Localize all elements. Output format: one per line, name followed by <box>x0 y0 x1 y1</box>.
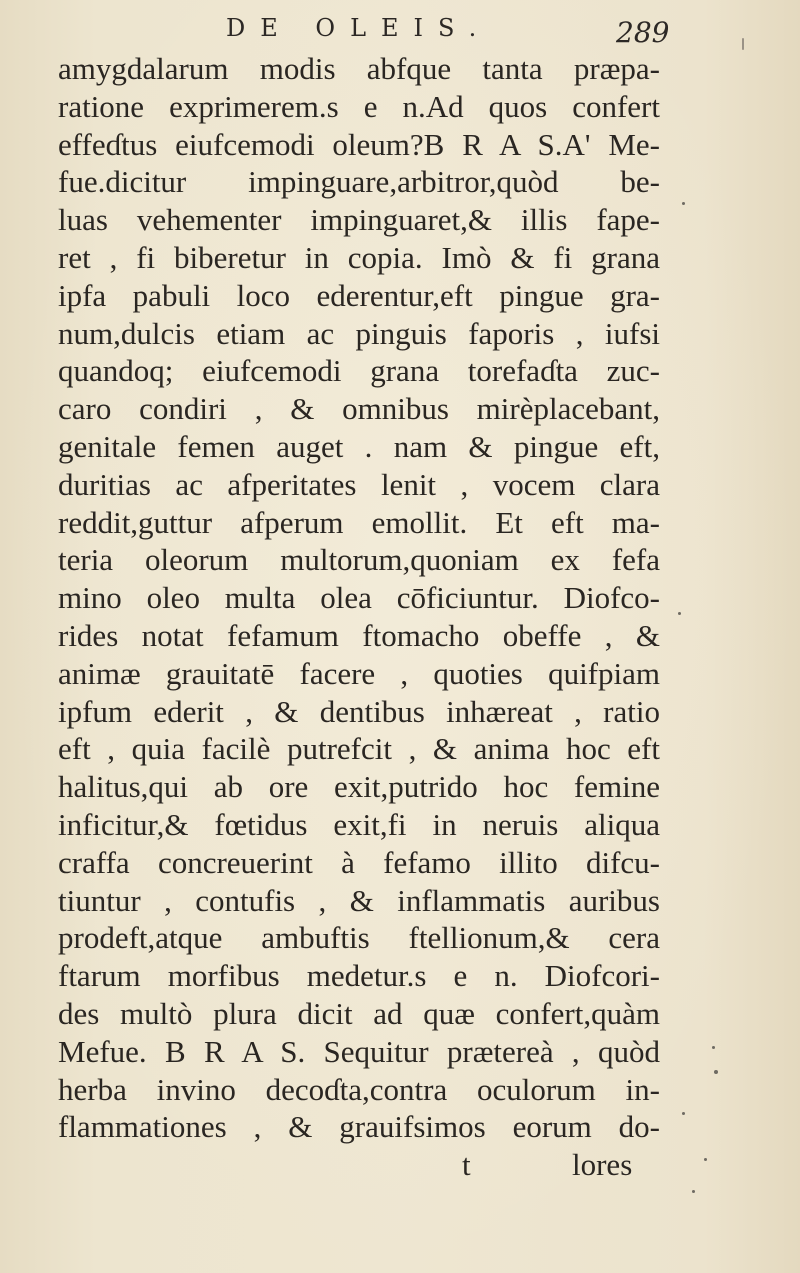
text-line: inficitur,& fœtidus exit,fi in neruis aliqua <box>58 806 660 842</box>
text-line: Mefue. B R A S. Sequitur prætereà , quòd <box>58 1033 660 1069</box>
margin-speck <box>714 1070 718 1074</box>
text-line: ipfa pabuli loco ederentur,eft pingue gra- <box>58 277 660 313</box>
margin-speck <box>682 202 685 205</box>
text-line: duritias ac afperitates lenit , vocem clara <box>58 466 660 502</box>
signature-mark: t <box>462 1147 471 1183</box>
text-line: luas vehementer impinguaret,& illis fape- <box>58 202 660 238</box>
text-line: eft , quia facilè putrefcit , & anima hoc eft <box>58 731 660 767</box>
text-line: mino oleo multa olea cōficiuntur. Diofco- <box>58 580 660 616</box>
margin-speck <box>712 1046 715 1049</box>
text-line: caro condiri , & omnibus mirèplacebant, <box>58 391 660 427</box>
text-line: ipfum ederit , & dentibus inhæreat , ratio <box>58 693 660 729</box>
margin-speck <box>682 1112 685 1115</box>
text-line: prodeft,atque ambuftis ftellionum,& cera <box>58 920 660 956</box>
text-line: fue.dicitur impinguare,arbitror,quòd be- <box>58 164 660 200</box>
margin-speck <box>678 612 681 615</box>
margin-speck <box>742 38 744 50</box>
text-line: genitale femen auget . nam & pingue eft, <box>58 428 660 464</box>
text-line: rides notat fefamum ftomacho obeffe , & <box>58 617 660 653</box>
text-line: tiuntur , contufis , & inflammatis auribus <box>58 882 660 918</box>
margin-speck <box>692 1190 695 1193</box>
text-line: flammationes , & grauifsimos eorum do- <box>58 1109 660 1145</box>
page-number: 289 <box>616 16 670 49</box>
catchword-row <box>58 1146 660 1184</box>
text-line: teria oleorum multorum,quoniam ex fefa <box>58 542 660 578</box>
body-text <box>58 50 660 1184</box>
text-line: craffa concreuerint à fefamo illito difcu- <box>58 844 660 880</box>
text-line: ftarum morfibus medetur.s e n. Diofcori- <box>58 958 660 994</box>
text-line: des multò plura dicit ad quæ confert,quàm <box>58 995 660 1031</box>
running-head: DE OLEIS. <box>226 14 492 42</box>
text-line: quandoq; eiufcemodi grana torefaɗta zuc- <box>58 353 660 389</box>
text-line: animæ grauitatē facere , quoties quifpiam <box>58 655 660 691</box>
text-line: ret , fi biberetur in copia. Imò & fi grana <box>58 239 660 275</box>
margin-speck <box>704 1158 707 1161</box>
text-line: amygdalarum modis abfque tanta præpa- <box>58 51 660 86</box>
text-line: ratione exprimerem.s e n.Ad quos confert <box>58 88 660 124</box>
text-line: num,dulcis etiam ac pinguis faporis , iufsi <box>58 315 660 351</box>
catchword: lores <box>572 1147 633 1183</box>
text-line: effeɗtus eiufcemodi oleum?B R A S.A' Me- <box>58 126 660 162</box>
page-header <box>0 8 800 48</box>
text-line: halitus,qui ab ore exit,putrido hoc femine <box>58 769 660 805</box>
text-line: reddit,guttur afperum emollit. Et eft ma- <box>58 504 660 540</box>
text-line: herba invino decoɗta,contra oculorum in- <box>58 1071 660 1107</box>
